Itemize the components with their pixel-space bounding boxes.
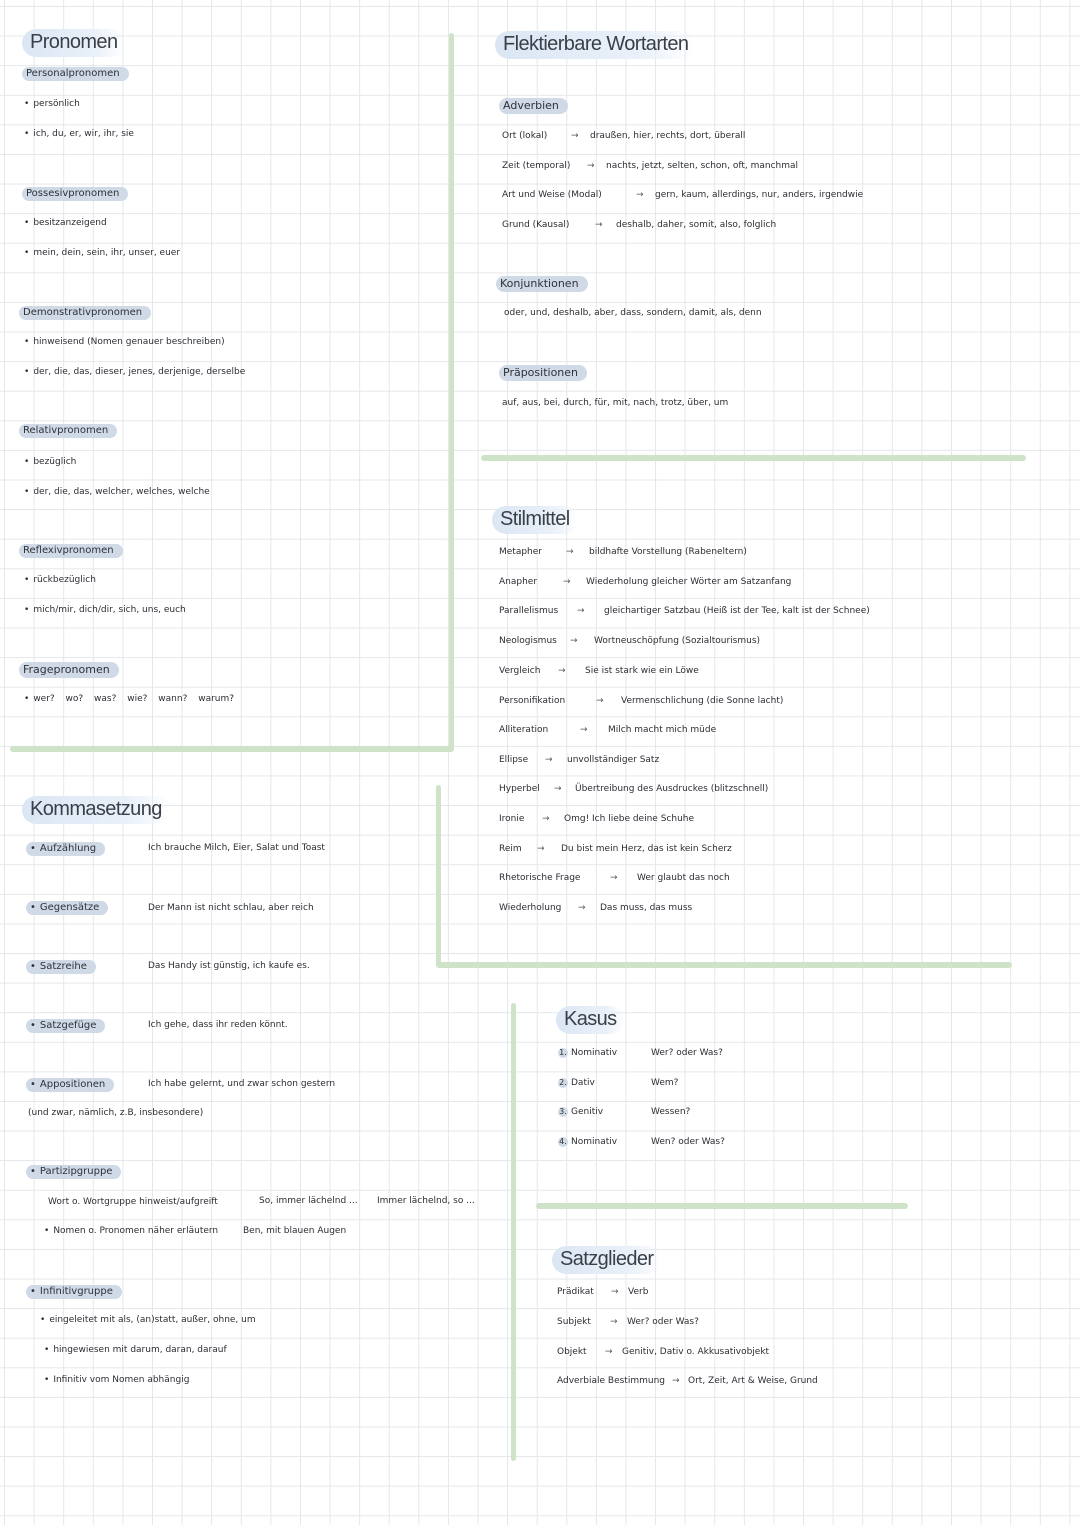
satzglied-value: Genitiv, Dativ o. Akkusativobjekt: [622, 1347, 770, 1357]
stilmittel-arrow: →: [563, 577, 571, 587]
satzreihe-tag: • Satzreihe: [26, 960, 96, 974]
stilmittel-arrow: →: [580, 725, 588, 735]
divider-horizontal-right: [481, 455, 1026, 461]
adverb-zeit-arrow: →: [587, 161, 595, 171]
satzglied-arrow: →: [611, 1287, 619, 1297]
stilmittel-arrow: →: [577, 606, 585, 616]
kasus-row: [558, 1107, 603, 1117]
fragepronomen-examples: • wer? wo? was? wie? wann? warum?: [24, 694, 234, 704]
personalpronomen-tag: Personalpronomen: [22, 67, 129, 81]
appositionen-tag: • Appositionen: [26, 1078, 114, 1092]
reflexivpronomen-tag: Reflexivpronomen: [19, 544, 123, 558]
relativpronomen-examples: • der, die, das, welcher, welches, welche: [24, 487, 210, 497]
infinitiv-rule-2: • hingewiesen mit darum, daran, darauf: [44, 1345, 227, 1355]
satzglied-value: Ort, Zeit, Art & Weise, Grund: [688, 1376, 818, 1386]
kasus-number: 3.: [559, 1107, 567, 1116]
kasus-name: Nominativ: [571, 1048, 618, 1058]
stilmittel-arrow: →: [554, 784, 562, 794]
stilmittel-arrow: →: [578, 903, 586, 913]
stilmittel-term: Parallelismus: [499, 606, 559, 616]
gegensaetze-tag: • Gegensätze: [26, 901, 108, 915]
infinitiv-rule-3: • Infinitiv vom Nomen abhängig: [44, 1375, 189, 1385]
satzglied-arrow: →: [605, 1347, 613, 1357]
stilmittel-term: Metapher: [499, 547, 543, 557]
divider-horizontal-mid: [436, 962, 1012, 968]
possesivpronomen-desc: • besitzanzeigend: [24, 218, 107, 228]
kasus-question: Wer? oder Was?: [651, 1048, 723, 1058]
stilmittel-term: Ellipse: [499, 755, 529, 765]
stilmittel-term: Personifikation: [499, 696, 566, 706]
possesivpronomen-examples: • mein, dein, sein, ihr, unser, euer: [24, 248, 180, 258]
stilmittel-term: Hyperbel: [499, 784, 540, 794]
partizip-example-1b: Immer lächelnd, so ...: [377, 1196, 475, 1206]
wortarten-title: Flektierbare Wortarten: [495, 31, 696, 59]
kasus-number: 2.: [559, 1078, 567, 1087]
stilmittel-definition: Sie ist stark wie ein Löwe: [585, 666, 699, 676]
satzglied-name: Objekt: [557, 1347, 587, 1357]
kasus-question: Wen? oder Was?: [651, 1137, 725, 1147]
appositionen-note: (und zwar, nämlich, z.B, insbesondere): [28, 1108, 204, 1118]
satzglied-name: Adverbiale Bestimmung: [557, 1376, 665, 1386]
praepositionen-tag: Präpositionen: [499, 365, 587, 381]
kasus-row: [558, 1078, 595, 1088]
gegensaetze-example: Der Mann ist nicht schlau, aber reich: [148, 903, 314, 913]
stilmittel-title: Stilmittel: [492, 506, 578, 534]
adverb-ort-value: draußen, hier, rechts, dort, überall: [590, 131, 746, 141]
stilmittel-definition: Omg! Ich liebe deine Schuhe: [564, 814, 695, 824]
stilmittel-arrow: →: [537, 844, 545, 854]
infinitivgruppe-tag: • Infinitivgruppe: [26, 1285, 122, 1299]
pronomen-title: Pronomen: [22, 29, 125, 57]
satzglied-arrow: →: [610, 1317, 618, 1327]
appositionen-example: Ich habe gelernt, und zwar schon gestern: [148, 1079, 336, 1089]
konjunktionen-examples: oder, und, deshalb, aber, dass, sondern, damit, als, denn: [504, 308, 762, 318]
satzreihe-example: Das Handy ist günstig, ich kaufe es.: [148, 961, 310, 971]
adverbien-tag: Adverbien: [499, 98, 568, 114]
divider-vertical-top: [449, 33, 454, 751]
stilmittel-definition: Du bist mein Herz, das ist kein Scherz: [561, 844, 732, 854]
stilmittel-definition: Vermenschlichung (die Sonne lacht): [621, 696, 784, 706]
relativpronomen-desc: • bezüglich: [24, 457, 76, 467]
stilmittel-arrow: →: [542, 814, 550, 824]
stilmittel-arrow: →: [566, 547, 574, 557]
satzglied-value: Verb: [628, 1287, 649, 1297]
demonstrativpronomen-tag: Demonstrativpronomen: [19, 306, 151, 320]
adverb-ort-arrow: →: [571, 131, 579, 141]
divider-horizontal-kasus: [536, 1203, 908, 1209]
stilmittel-definition: Das muss, das muss: [600, 903, 693, 913]
kasus-number: 1.: [559, 1048, 567, 1057]
adverb-art-value: gern, kaum, allerdings, nur, anders, irgendwie: [655, 190, 864, 200]
kasus-name: Genitiv: [571, 1107, 604, 1117]
stilmittel-arrow: →: [596, 696, 604, 706]
satzglied-name: Prädikat: [557, 1287, 594, 1297]
kasus-name: Nominativ: [571, 1137, 618, 1147]
stilmittel-term: Vergleich: [499, 666, 541, 676]
aufzaehlung-tag: • Aufzählung: [26, 842, 105, 856]
partizip-rule-2: • Nomen o. Pronomen näher erläutern: [44, 1226, 218, 1236]
partizip-example-2: Ben, mit blauen Augen: [243, 1226, 347, 1236]
kommasetzung-title: Kommasetzung: [22, 796, 170, 824]
stilmittel-term: Alliteration: [499, 725, 549, 735]
kasus-question: Wessen?: [651, 1107, 691, 1117]
kasus-row: [558, 1137, 617, 1147]
satzglied-name: Subjekt: [557, 1317, 591, 1327]
stilmittel-definition: Wer glaubt das noch: [637, 873, 730, 883]
konjunktionen-tag: Konjunktionen: [496, 276, 588, 292]
personalpronomen-examples: • ich, du, er, wir, ihr, sie: [24, 129, 134, 139]
partizip-rule-1: Wort o. Wortgruppe hinweist/aufgreift: [48, 1197, 218, 1207]
stilmittel-term: Wiederholung: [499, 903, 562, 913]
satzglieder-title: Satzglieder: [552, 1246, 661, 1274]
demonstrativpronomen-desc: • hinweisend (Nomen genauer beschreiben): [24, 337, 225, 347]
kasus-row: [558, 1048, 617, 1058]
infinitiv-rule-1: • eingeleitet mit als, (an)statt, außer, ohne, um: [40, 1315, 256, 1325]
adverb-zeit-key: Zeit (temporal): [502, 161, 571, 171]
stilmittel-term: Reim: [499, 844, 522, 854]
kasus-number: 4.: [559, 1137, 567, 1146]
adverb-ort-key: Ort (lokal): [502, 131, 548, 141]
stilmittel-arrow: →: [545, 755, 553, 765]
stilmittel-arrow: →: [570, 636, 578, 646]
adverb-zeit-value: nachts, jetzt, selten, schon, oft, manchmal: [606, 161, 799, 171]
partizip-example-1a: So, immer lächelnd ...: [259, 1196, 358, 1206]
satzgefuege-tag: • Satzgefüge: [26, 1019, 105, 1033]
stilmittel-definition: Milch macht mich müde: [608, 725, 717, 735]
stilmittel-arrow: →: [558, 666, 566, 676]
personalpronomen-desc: • persönlich: [24, 99, 80, 109]
stilmittel-term: Anapher: [499, 577, 538, 587]
stilmittel-definition: unvollständiger Satz: [567, 755, 660, 765]
satzglied-arrow: →: [672, 1376, 680, 1386]
adverb-grund-arrow: →: [595, 220, 603, 230]
demonstrativpronomen-examples: • der, die, das, dieser, jenes, derjenige, derselbe: [24, 367, 245, 377]
praepositionen-examples: auf, aus, bei, durch, für, mit, nach, trotz, über, um: [502, 398, 729, 408]
divider-vertical-bottom: [511, 1003, 516, 1461]
stilmittel-definition: bildhafte Vorstellung (Rabeneltern): [589, 547, 747, 557]
stilmittel-definition: Wortneuschöpfung (Sozialtourismus): [594, 636, 761, 646]
reflexivpronomen-examples: • mich/mir, dich/dir, sich, uns, euch: [24, 605, 186, 615]
satzglied-value: Wer? oder Was?: [627, 1317, 699, 1327]
divider-vertical-mid: [436, 785, 441, 967]
stilmittel-definition: Wiederholung gleicher Wörter am Satzanfang: [586, 577, 792, 587]
kasus-question: Wem?: [651, 1078, 679, 1088]
stilmittel-definition: Übertreibung des Ausdruckes (blitzschnell): [575, 784, 769, 794]
stilmittel-term: Neologismus: [499, 636, 557, 646]
satzgefuege-example: Ich gehe, dass ihr reden könnt.: [148, 1020, 288, 1030]
kasus-title: Kasus: [556, 1006, 625, 1034]
adverb-art-arrow: →: [636, 190, 644, 200]
kasus-name: Dativ: [571, 1078, 595, 1088]
divider-horizontal-left: [10, 746, 454, 752]
aufzaehlung-example: Ich brauche Milch, Eier, Salat und Toast: [148, 843, 325, 853]
stilmittel-arrow: →: [610, 873, 618, 883]
relativpronomen-tag: Relativpronomen: [19, 424, 117, 438]
stilmittel-term: Rhetorische Frage: [499, 873, 581, 883]
adverb-grund-value: deshalb, daher, somit, also, folglich: [616, 220, 777, 230]
stilmittel-definition: gleichartiger Satzbau (Heiß ist der Tee, kalt ist der Schnee): [604, 606, 870, 616]
partizipgruppe-tag: • Partizipgruppe: [26, 1165, 121, 1179]
reflexivpronomen-desc: • rückbezüglich: [24, 575, 96, 585]
fragepronomen-tag: Fragepronomen: [19, 662, 119, 678]
possesivpronomen-tag: Possesivpronomen: [22, 187, 128, 201]
stilmittel-term: Ironie: [499, 814, 525, 824]
adverb-art-key: Art und Weise (Modal): [502, 190, 602, 200]
adverb-grund-key: Grund (Kausal): [502, 220, 570, 230]
